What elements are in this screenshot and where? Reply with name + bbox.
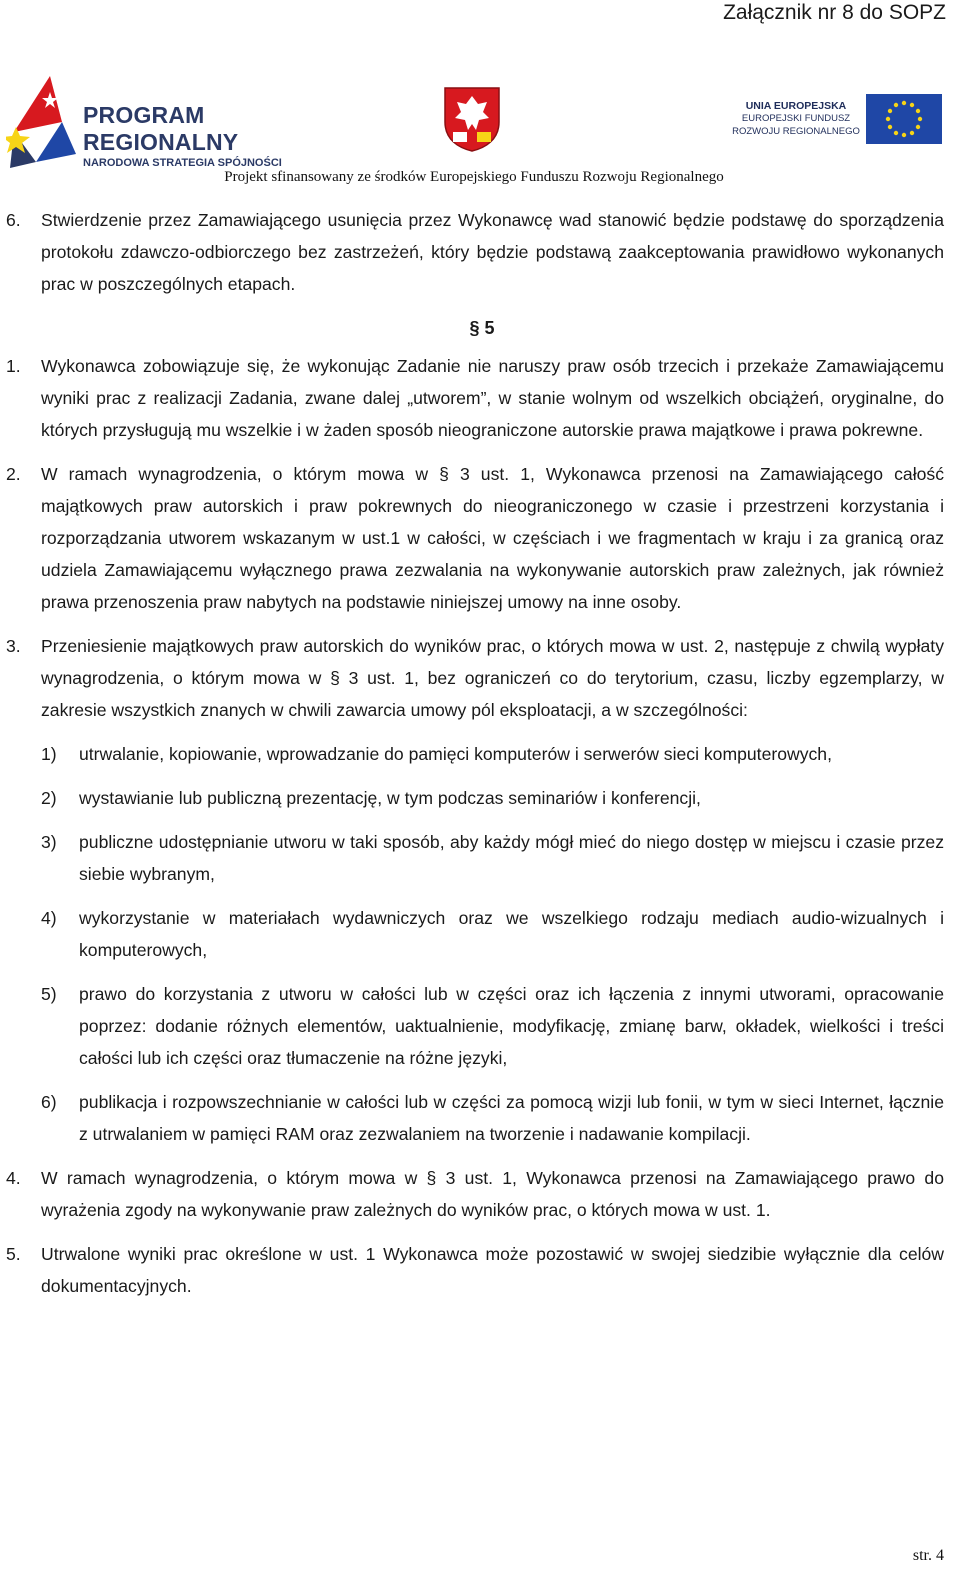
subpoint-number: 2) — [41, 788, 57, 808]
subpoint-3 — [41, 826, 944, 890]
subpoint-6 — [41, 1086, 944, 1150]
subpoint-number: 3) — [41, 832, 57, 852]
point-text: W ramach wynagrodzenia, o którym mowa w § 3 ust. 1, Wykonawca przenosi na Zamawiającego prawo do wyrażenia zgody na wykonywanie praw zależnych do wyników prac, o których mowa w ust. 1. — [41, 1168, 944, 1220]
subpoint-5 — [41, 978, 944, 1074]
subpoint-number: 4) — [41, 908, 57, 928]
point-number: 5. — [6, 1244, 21, 1264]
point-4 — [6, 1162, 944, 1226]
logo-bar — [0, 72, 960, 172]
document-body — [6, 204, 944, 1314]
eu-line-3: ROZWOJU REGIONALNEGO — [732, 126, 860, 137]
subpoint-2 — [41, 782, 944, 814]
subpoint-4 — [41, 902, 944, 966]
point-number: 2. — [6, 464, 21, 484]
subpoint-number: 6) — [41, 1092, 57, 1112]
subpoint-1 — [41, 738, 944, 770]
point-text: W ramach wynagrodzenia, o którym mowa w § 3 ust. 1, Wykonawca przenosi na Zamawiającego całość majątkowych praw autorskich i praw pokrewnych do nieograniczonego w czasie i przestrzeni korzystania i rozporządzania utworem wskazanym w ust.1 w całości, w częściach i we fragmentach w kraju i za granicą oraz udziela Zamawiającemu wyłącznego prawa zezwalania na wykonywanie autorskich praw zależnych, jak również prawa przenoszenia praw nabytych na podstawie niniejszej umowy na inne osoby. — [41, 464, 944, 612]
subpoint-text: utrwalanie, kopiowanie, wprowadzanie do pamięci komputerów i serwerów sieci komputerowych, — [79, 744, 832, 764]
subpoint-text: wystawianie lub publiczną prezentację, w tym podczas seminariów i konferencji, — [79, 788, 701, 808]
point-number: 1. — [6, 356, 21, 376]
funding-note: Projekt sfinansowany ze środków Europejskiego Funduszu Rozwoju Regionalnego — [224, 169, 724, 185]
point-5 — [6, 1238, 944, 1302]
point-text: Utrwalone wyniki prac określone w ust. 1 Wykonawca może pozostawić w swojej siedzibie wyłącznie dla celów dokumentacyjnych. — [41, 1244, 944, 1296]
program-regionalny-title: PROGRAM REGIONALNY — [83, 102, 239, 155]
point-2 — [6, 458, 944, 618]
subpoint-text: wykorzystanie w materiałach wydawniczych oraz we wszelkiego rodzaju mediach audio-wizualnych i komputerowych, — [79, 908, 944, 960]
coat-of-arms-icon — [443, 86, 501, 152]
subpoint-number: 5) — [41, 984, 57, 1004]
eu-line-1: UNIA EUROPEJSKA — [745, 100, 847, 112]
paragraph-text: Stwierdzenie przez Zamawiającego usunięcia przez Wykonawcę wad stanowić będzie podstawę do sporządzenia protokołu zdawczo-odbiorczego bez zastrzeżeń, który będzie podstawą zaakceptowania prawidłowo wykonanych prac w poszczególnych etapach. — [41, 210, 944, 294]
point-text: Wykonawca zobowiązuje się, że wykonując Zadanie nie naruszy praw osób trzecich i przekaże Zamawiającemu wyniki prac z realizacji Zadania, zwane dalej „utworem”, w stanie wolnym od wszelkich obciążeń, oryginalne, do których przysługują mu wszelkie i w żaden sposób nieograniczone autorskie prawa majątkowe i prawa pokrewne. — [41, 356, 944, 440]
program-regionalny-emblem — [6, 72, 82, 168]
subpoint-text: publiczne udostępnianie utworu w taki sposób, aby każdy mógł mieć do niego dostęp w miejscu i czasie przez siebie wybranym, — [79, 832, 944, 884]
eu-line-2: EUROPEJSKI FUNDUSZ — [741, 113, 851, 124]
section-heading: § 5 — [469, 318, 495, 338]
subpoint-text: prawo do korzystania z utworu w całości lub w części oraz ich łączenia z innymi utworami, opracowanie poprzez: dodanie różnych elementów, uaktualnienie, modyfikację, zmianę barw, okładek, wielkości i treści całości lub ich części oraz tłumaczenie na różne języki, — [79, 984, 944, 1068]
program-regionalny-subtitle: NARODOWA STRATEGIA SPÓJNOŚCI — [83, 157, 282, 169]
paragraph-6 — [6, 204, 944, 300]
paragraph-number: 6. — [6, 210, 21, 230]
subpoint-number: 1) — [41, 744, 57, 764]
point-3 — [6, 630, 944, 726]
page-number: str. 4 — [912, 1547, 944, 1564]
point-number: 3. — [6, 636, 21, 656]
eu-logo — [728, 94, 948, 150]
attachment-label: Załącznik nr 8 do SOPZ — [723, 1, 946, 24]
program-regionalny-logo — [6, 72, 346, 168]
point-text: Przeniesienie majątkowych praw autorskich do wyników prac, o których mowa w ust. 2, następuje z chwilą wypłaty wynagrodzenia, o którym mowa w § 3 ust. 1, bez ograniczeń co do terytorium, czasu, liczby egzemplarzy, w zakresie wszystkich znanych w chwili zawarcia umowy pól eksploatacji, a w szczególności: — [41, 636, 944, 720]
subpoint-text: publikacja i rozpowszechnianie w całości lub w części za pomocą wizji lub fonii, w tym w sieci Internet, łącznie z utrwalaniem w pamięci RAM oraz zezwalaniem na tworzenie i nadawanie kompilacji. — [79, 1092, 944, 1144]
point-number: 4. — [6, 1168, 21, 1188]
point-1 — [6, 350, 944, 446]
eu-flag-icon — [866, 94, 942, 144]
